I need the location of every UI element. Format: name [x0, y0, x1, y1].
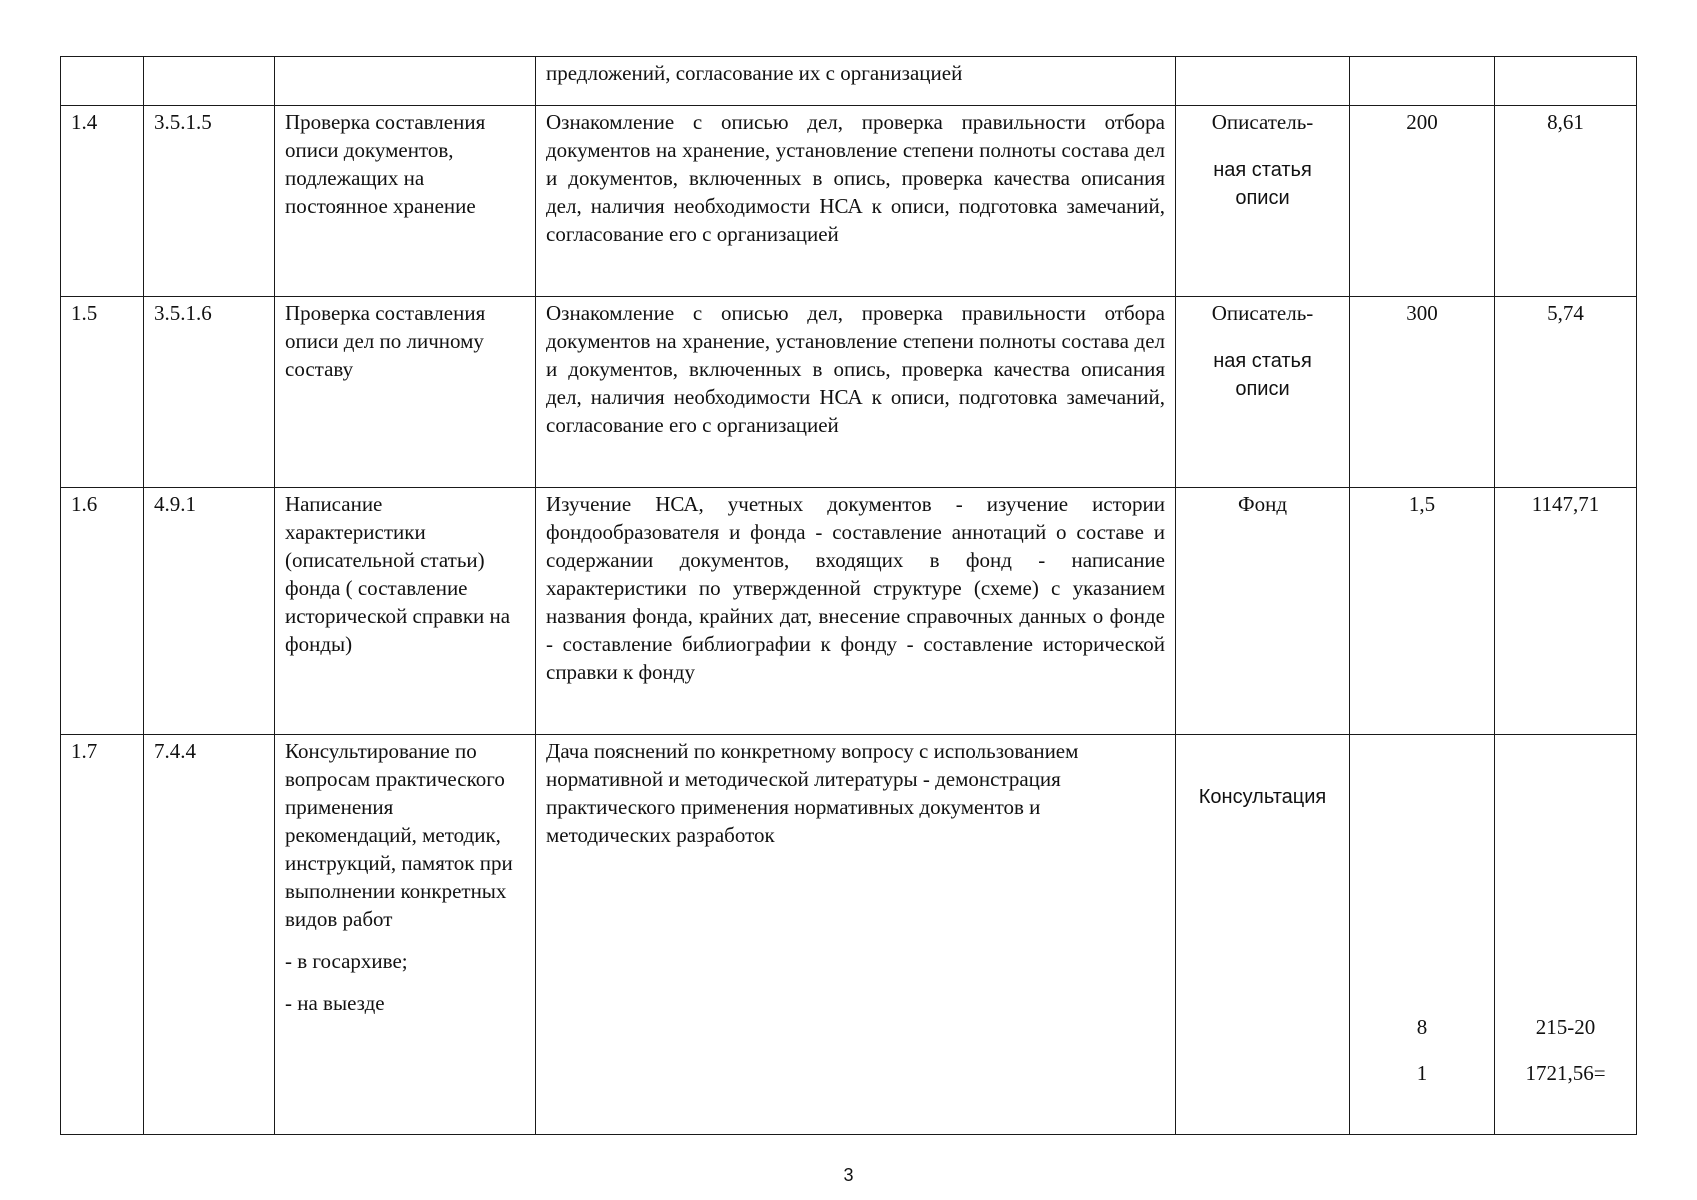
norm-archive: 8: [1416, 1015, 1428, 1039]
sub-item-archive: - в госархиве;: [285, 949, 408, 973]
cell-name: Проверка составления описи дел по личному составу: [275, 297, 536, 488]
table-row: [61, 106, 1637, 297]
cell-cost: [1495, 57, 1637, 106]
cell-description: Дача пояснений по конкретному вопросу с использованием нормативной и методической литературы - демонстрация практического применения нормативных документов и методических разработок: [536, 735, 1176, 1135]
cost-onsite: 1721,56=: [1525, 1061, 1606, 1085]
cell-code: [144, 57, 275, 106]
cell-description: предложений, согласование их с организацией: [536, 57, 1176, 106]
cell-unit: [1176, 57, 1350, 106]
table-row: [61, 735, 1637, 1135]
cell-code: 3.5.1.5: [144, 106, 275, 297]
cell-num: 1.7: [61, 735, 144, 1135]
services-table: [60, 56, 1637, 1135]
cell-name: Проверка составления описи документов, подлежащих на постоянное хранение: [275, 106, 536, 297]
cell-norm: [1350, 735, 1495, 1135]
unit-label: Консультация: [1198, 786, 1327, 808]
cell-unit: Фонд: [1176, 488, 1350, 735]
cell-cost: 5,74: [1495, 297, 1637, 488]
unit-line-1: Описатель-: [1211, 110, 1314, 134]
cell-norm: 200: [1350, 106, 1495, 297]
unit-line-2: ная статья: [1213, 159, 1312, 181]
cell-code: 7.4.4: [144, 735, 275, 1135]
cell-num: 1.4: [61, 106, 144, 297]
cell-norm: 300: [1350, 297, 1495, 488]
cell-norm: [1350, 57, 1495, 106]
unit-line-2: ная статья: [1213, 350, 1312, 372]
table-row: [61, 297, 1637, 488]
table-row-continuation: [61, 57, 1637, 106]
service-name: Консультирование по вопросам практического применения рекомендаций, методик, инструкций, памяток при выполнении конкретных видов работ: [285, 739, 513, 931]
sub-item-onsite: - на выезде: [285, 991, 385, 1015]
cell-unit: [1176, 106, 1350, 297]
page-number: 3: [843, 1165, 854, 1185]
cell-code: 3.5.1.6: [144, 297, 275, 488]
cell-name: Написание характеристики (описательной статьи) фонда ( составление исторической справки на фонды): [275, 488, 536, 735]
cell-description: Ознакомление с описью дел, проверка правильности отбора документов на хранение, установление степени полноты состава дел и документов, включенных в опись, проверка качества описания дел, наличия необходимости НСА к описи, подготовка замечаний, согласование его с организацией: [536, 297, 1176, 488]
unit-line-3: описи: [1235, 378, 1290, 400]
table-row: [61, 488, 1637, 735]
cost-archive: 215-20: [1535, 1015, 1596, 1039]
cell-name: [275, 735, 536, 1135]
cell-cost: 8,61: [1495, 106, 1637, 297]
cell-num: 1.5: [61, 297, 144, 488]
cell-unit: [1176, 297, 1350, 488]
cell-code: 4.9.1: [144, 488, 275, 735]
cell-cost: [1495, 735, 1637, 1135]
cell-num: 1.6: [61, 488, 144, 735]
cell-unit: [1176, 735, 1350, 1135]
cell-description: Ознакомление с описью дел, проверка правильности отбора документов на хранение, установление степени полноты состава дел и документов, включенных в опись, проверка качества описания дел, наличия необходимости НСА к описи, подготовка замечаний, согласование его с организацией: [536, 106, 1176, 297]
cell-name: [275, 57, 536, 106]
unit-line-3: описи: [1235, 187, 1290, 209]
cell-description: Изучение НСА, учетных документов - изучение истории фондообразователя и фонда - составление аннотаций о составе и содержании документов, входящих в фонд - написание характеристики по утвержденной структуре (схеме) с указанием названия фонда, крайних дат, внесение справочных данных о фонде - составление библиографии к фонду - составление исторической справки к фонду: [536, 488, 1176, 735]
cell-norm: 1,5: [1350, 488, 1495, 735]
cell-num: [61, 57, 144, 106]
unit-line-1: Описатель-: [1211, 301, 1314, 325]
norm-onsite: 1: [1416, 1061, 1428, 1085]
cell-cost: 1147,71: [1495, 488, 1637, 735]
